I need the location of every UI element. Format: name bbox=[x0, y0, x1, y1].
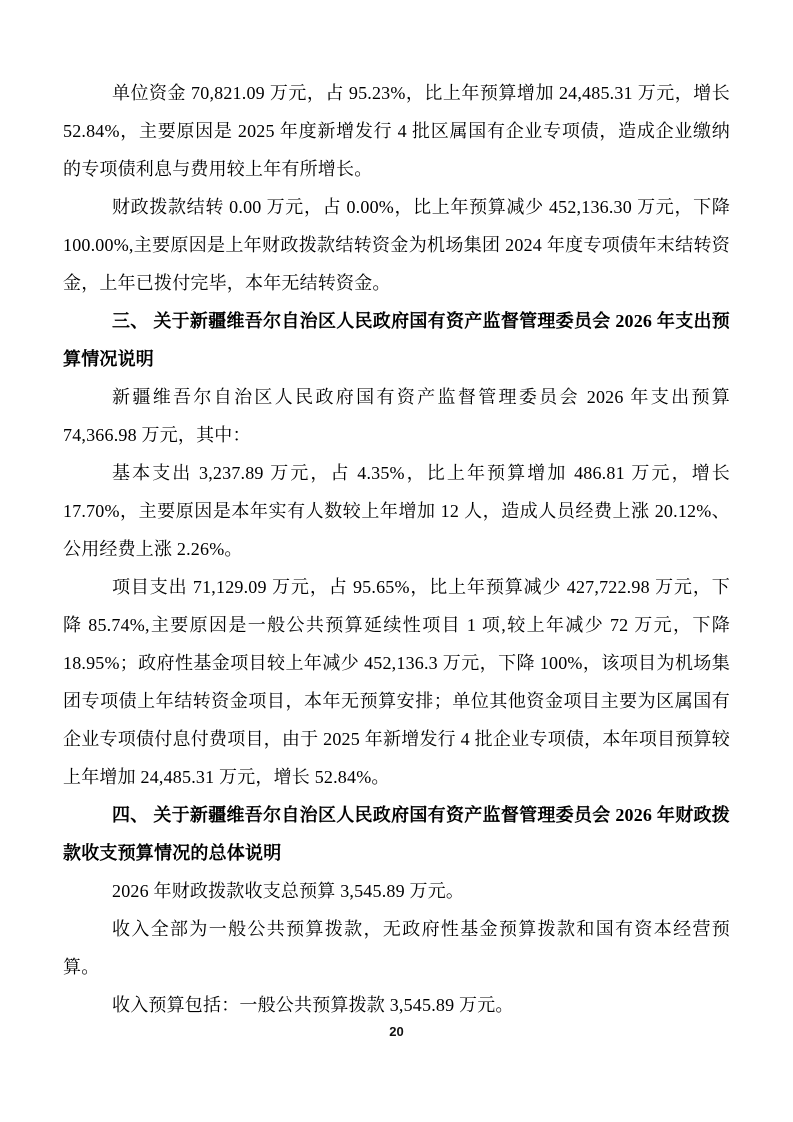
paragraph-fiscal-total-budget: 2026 年财政拨款收支总预算 3,545.89 万元。 bbox=[112, 881, 465, 901]
section-heading-four-fiscal-allocation-overview: 四、 关于新疆维吾尔自治区人民政府国有资产监督管理委员会 2026 年财政拨款收支预算情况的总体说明 bbox=[63, 805, 730, 863]
paragraph-revenue-composition: 收入全部为一般公共预算拨款，无政府性基金预算拨款和国有资本经营预算。 bbox=[63, 919, 730, 977]
paragraph-project-expenditure: 项目支出 71,129.09 万元，占 95.65%，比上年预算减少 427,722.98 万元，下降 85.74%,主要原因是一般公共预算延续性项目 1 项,较上年减少 72 万元，下降 18.95%；政府性基金项目较上年减少 452,136.3 万元，下降 100%，该项目为机场集团专项债上年结转资金项目，本年无预算安排；单位其他资金项目主要为区属国有企业专项债付息付费项目，由于 2025 年新增发行 4 批企业专项债，本年项目预算较上年增加 24,485.31 万元，增长 52.84%。 bbox=[63, 577, 730, 787]
page-number: 20 bbox=[389, 1024, 404, 1039]
paragraph-revenue-budget-includes: 收入预算包括：一般公共预算拨款 3,545.89 万元。 bbox=[112, 995, 514, 1015]
section-heading-three-expenditure-budget: 三、 关于新疆维吾尔自治区人民政府国有资产监督管理委员会 2026 年支出预算情况说明 bbox=[63, 311, 730, 369]
paragraph-unit-funds: 单位资金 70,821.09 万元，占 95.23%，比上年预算增加 24,485.31 万元，增长 52.84%，主要原因是 2025 年度新增发行 4 批区属国有企业专项债，造成企业缴纳的专项债利息与费用较上年有所增长。 bbox=[63, 83, 730, 179]
paragraph-basic-expenditure: 基本支出 3,237.89 万元，占 4.35%，比上年预算增加 486.81 万元，增长 17.70%，主要原因是本年实有人数较上年增加 12 人，造成人员经费上涨 20.12%、公用经费上涨 2.26%。 bbox=[63, 463, 730, 559]
paragraph-expenditure-total: 新疆维吾尔自治区人民政府国有资产监督管理委员会 2026 年支出预算 74,366.98 万元，其中： bbox=[63, 387, 730, 445]
document-body bbox=[63, 74, 730, 1024]
paragraph-fiscal-allocation-carryover: 财政拨款结转 0.00 万元，占 0.00%，比上年预算减少 452,136.30 万元，下降 100.00%,主要原因是上年财政拨款结转资金为机场集团 2024 年度专项债年末结转资金，上年已拨付完毕，本年无结转资金。 bbox=[63, 197, 730, 293]
